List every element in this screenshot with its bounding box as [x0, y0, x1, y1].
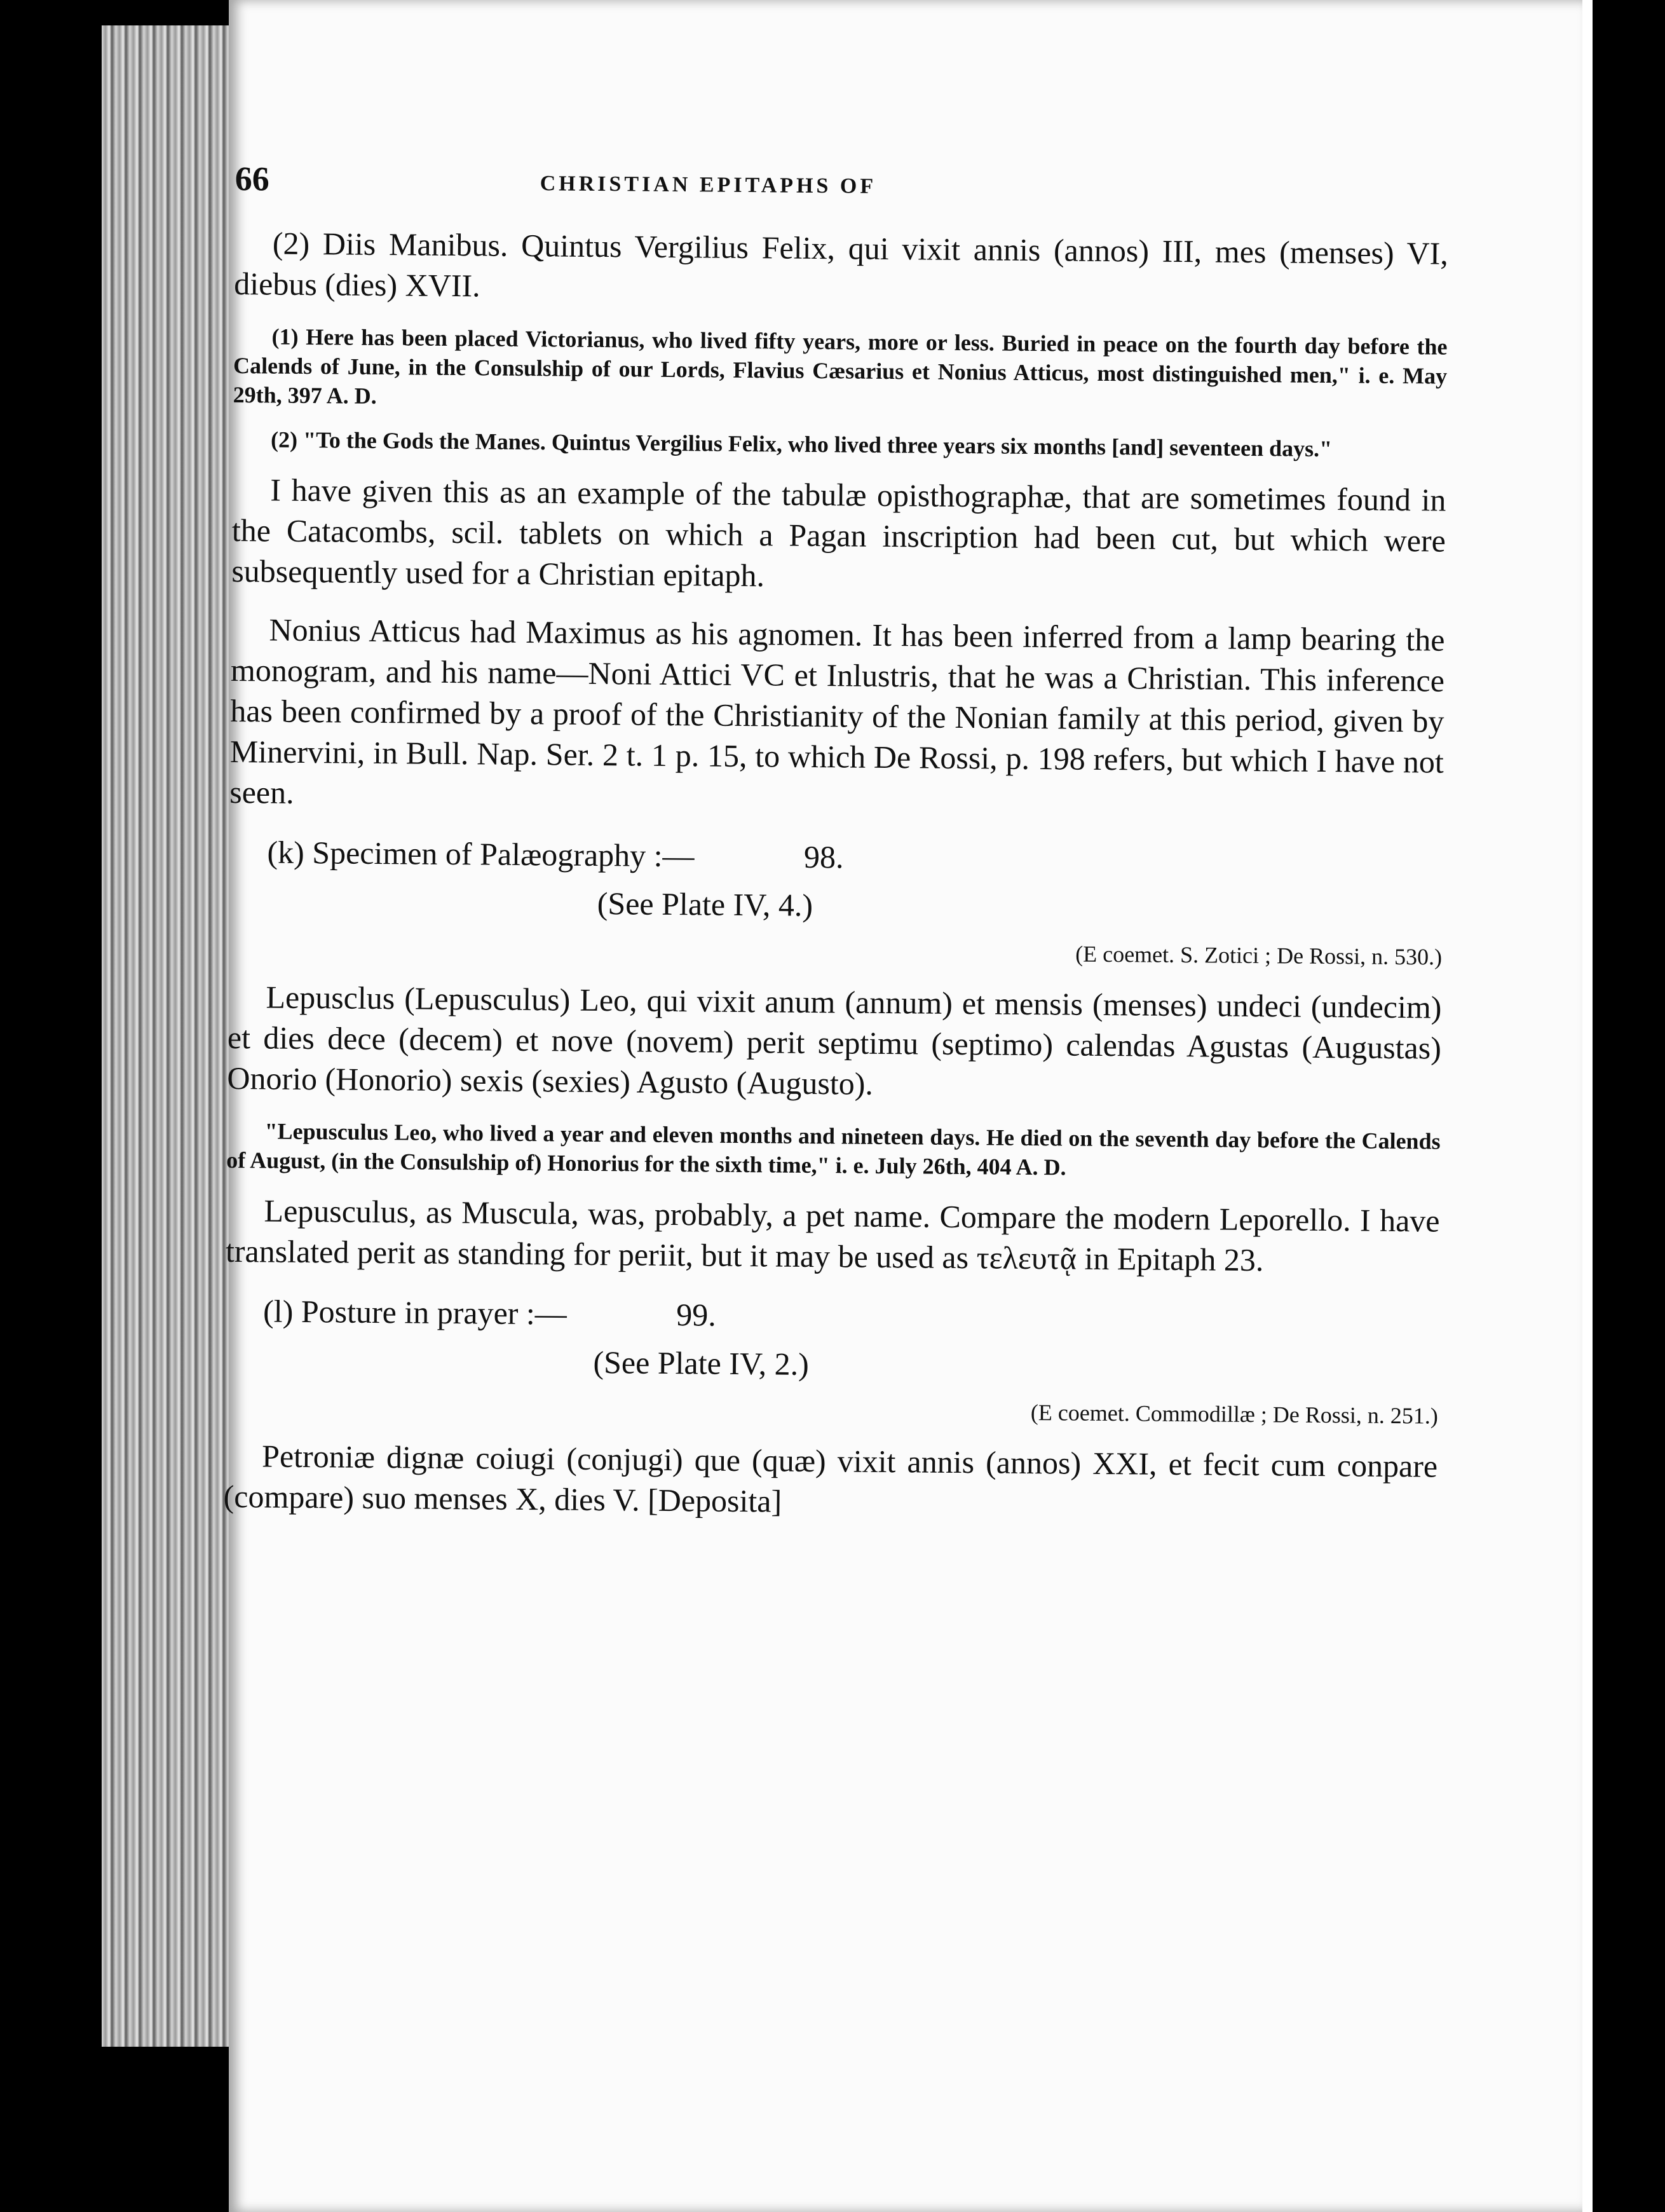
section-k-label: (k) Specimen of Palæography :— — [267, 834, 695, 874]
epitaph-2-text: (2) Diis Manibus. Quintus Vergilius Felix, qui vixit annis (annos) III, mes (menses) VI, diebus (dies) XVII. — [234, 225, 1449, 304]
section-l-number: 99. — [676, 1297, 717, 1333]
translation-note-98: "Lepusculus Leo, who lived a year and eleven months and nineteen days. He died on the seventh day before the Calends of August, (in the Consulship of) Honorius for the sixth time," i. e. July 26th, 404 A. D. — [226, 1118, 1441, 1180]
epitaph-98-text: Lepusclus (Lepusculus) Leo, qui vixit anum (annum) et mensis (menses) undeci (undecim) et dies dece (decem) et nove (novem) perit septimu (septimo) calendas Agustas (Augustas) Onorio (Honorio) sexis (sexies) Agusto (Augusto). — [227, 979, 1442, 1102]
section-l-source: (E coemet. Commodillæ ; De Rossi, n. 251.) — [1030, 1400, 1438, 1429]
section-k-heading — [267, 831, 1443, 882]
paragraph-opisthographae: I have given this as an example of the tabulæ opisthographæ, that are sometimes found in the Catacombs, scil. tablets on which a Pagan inscription had been cut, but which were subsequently used for a Christian epitaph. — [231, 472, 1446, 594]
paragraph-nonius-atticus: Nonius Atticus had Maximus as his agnomen. It has been inferred from a lamp bearing the monogram, and his name—Noni Attici VC et Inlustris, that he was a Christian. This inference has been confirmed by a proof of the Christianity of the Nonian family at this period, given by Minervini, in Bull. Nap. Ser. 2 t. 1 p. 15, to which De Rossi, p. 198 refers, but which I have not seen. — [229, 611, 1445, 810]
section-k-number: 98. — [803, 838, 844, 875]
section-l-heading — [263, 1290, 1439, 1341]
facing-page-edge — [1582, 0, 1593, 2212]
section-l-label: (l) Posture in prayer :— — [262, 1293, 567, 1332]
translation-note-2: (2) "To the Gods the Manes. Quintus Vergilius Felix, who lived three years six months [and] seventeen days." — [270, 427, 1333, 462]
translation-note-1: (1) Here has been placed Victorianus, who lived fifty years, more or less. Buried in peace on the fourth day before the Calends of June, in the Consulship of our Lords, Flavius Cæsarius et Nonius Atticus, most distinguished men," i. e. May 29th, 397 A. D. — [233, 324, 1448, 409]
page-edges — [102, 25, 248, 2047]
running-head: CHRISTIAN EPITAPHS OF — [540, 172, 877, 198]
page-text — [223, 159, 1449, 1545]
page-number: 66 — [234, 159, 269, 198]
section-l-plate: (See Plate IV, 2.) — [593, 1344, 810, 1382]
epitaph-99-text: Petroniæ dignæ coiugi (conjugi) que (quæ) vixit annis (annos) XXI, et fecit cum conpare (compare) suo menses X, dies V. [Deposita] — [223, 1438, 1438, 1519]
section-k-source: (E coemet. S. Zotici ; De Rossi, n. 530.) — [1075, 941, 1443, 970]
section-k-plate: (See Plate IV, 4.) — [597, 885, 813, 923]
paragraph-lepusculus: Lepusculus, as Muscula, was, probably, a pet name. Compare the modern Leporello. I have translated perit as standing for periit, but it may be used as τελευτᾷ in Epitaph 23. — [225, 1192, 1440, 1278]
